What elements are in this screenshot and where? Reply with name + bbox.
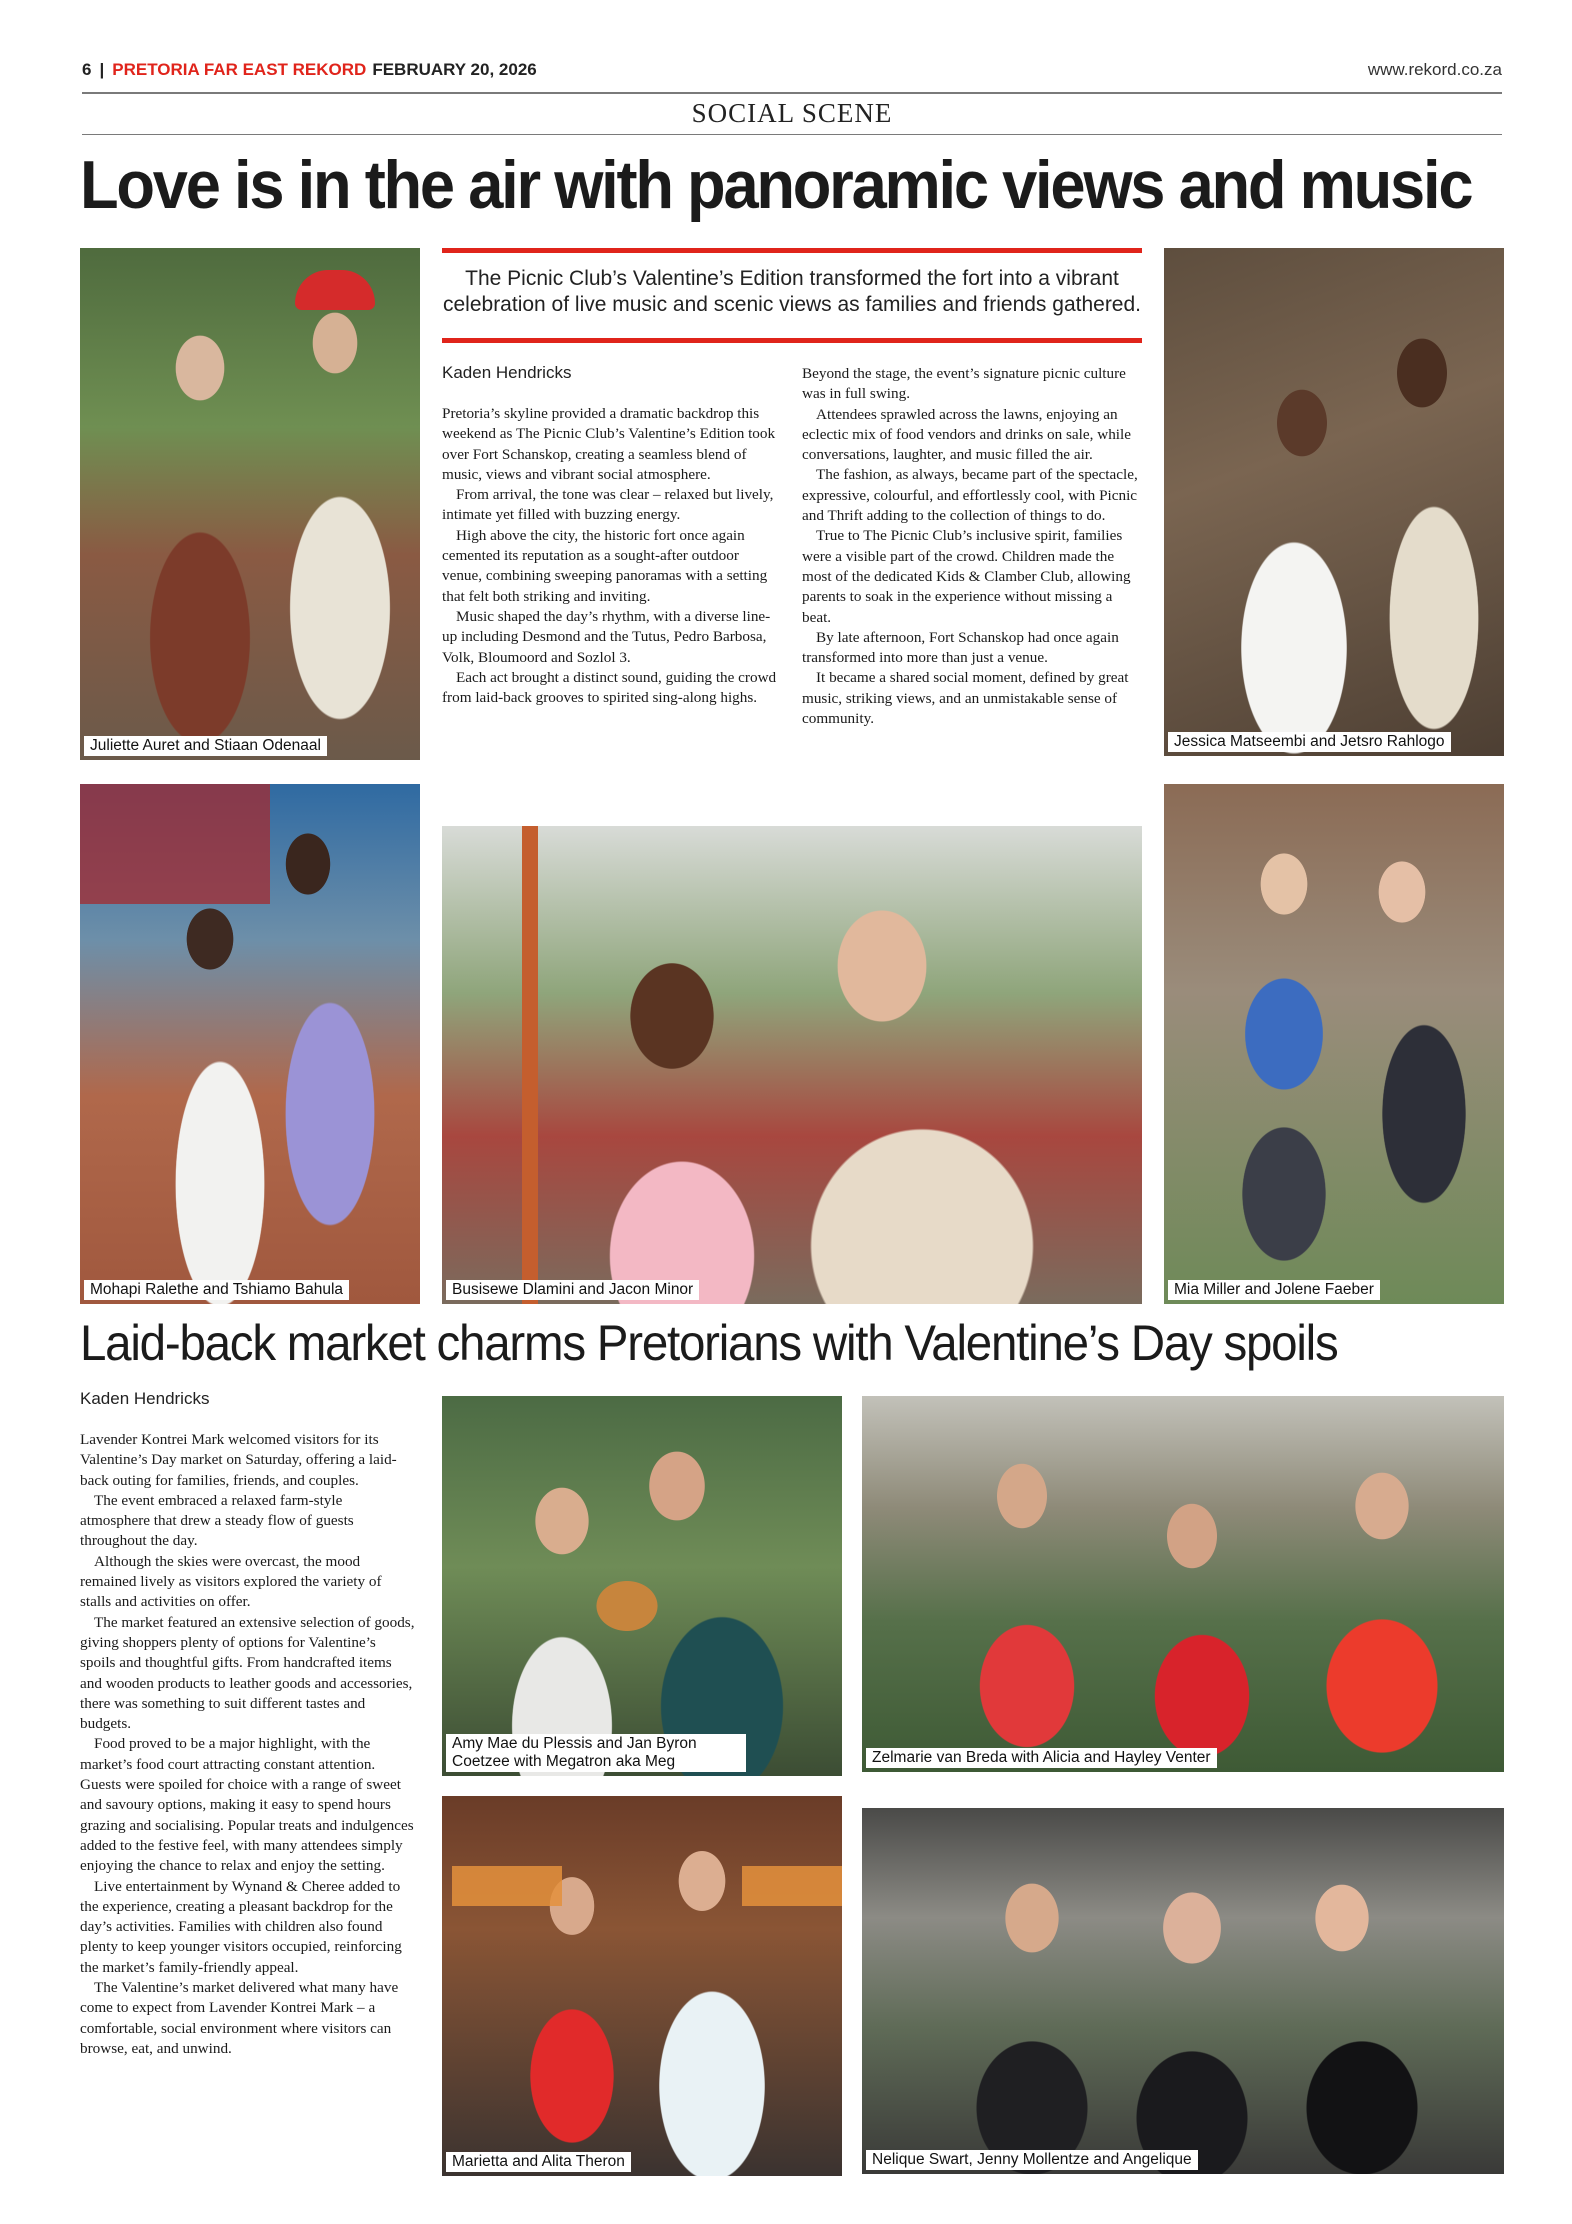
photo-busisewe-jacon — [442, 826, 1142, 1304]
paragraph: By late afternoon, Fort Schanskop had once again transformed into more than just a venue. — [802, 628, 1119, 667]
paragraph: Lavender Kontrei Mark welcomed visitors for its Valentine’s Day market on Saturday, offering a laid-back outing for families, friends, and couples. — [80, 1431, 397, 1489]
paragraph: True to The Picnic Club’s inclusive spirit, families were a visible part of the crowd. Children made the most of the dedicated Kids & Clamber Club, allowing parents to soak in the experience without missing a beat. — [802, 527, 1131, 626]
photo-juliette-stiaan — [80, 248, 420, 760]
photo-jessica-jetsro — [1164, 248, 1504, 756]
photo-caption: Juliette Auret and Stiaan Odenaal — [84, 736, 327, 756]
photo-caption: Nelique Swart, Jenny Mollentze and Angelique — [866, 2150, 1198, 2170]
paragraph: Food proved to be a major highlight, with the market’s food court attracting constant attention. Guests were spoiled for choice with a range of sweet and savoury options, making it easy to spend hours grazing and socialising. Popular treats and indulgences added to the festive feel, with many attendees simply enjoying the chance to relax and enjoy the setting. — [80, 1735, 414, 1875]
red-tent-shape — [80, 784, 270, 904]
paragraph: From arrival, the tone was clear – relaxed but lively, intimate yet filled with buzzing energy. — [442, 486, 774, 524]
story1-deck: The Picnic Club’s Valentine’s Edition transformed the fort into a vibrant celebration of live music and scenic views as families and friends gathered. — [442, 267, 1141, 316]
issue-date: FEBRUARY 20, 2026 — [372, 60, 537, 79]
folio — [82, 60, 1502, 84]
photo-caption: Jessica Matseembi and Jetsro Rahlogo — [1168, 732, 1451, 752]
paragraph: Pretoria’s skyline provided a dramatic backdrop this weekend as The Picnic Club’s Valentine’s Edition took over Fort Schanskop, creating a seamless blend of music, views and vibrant social atmosphere. — [442, 405, 776, 483]
header-rule — [82, 92, 1502, 94]
story2-byline: Kaden Hendricks — [80, 1389, 210, 1408]
photo-caption: Zelmarie van Breda with Alicia and Hayley Venter — [866, 1748, 1217, 1768]
orange-pole-shape — [522, 826, 538, 1304]
paragraph: Music shaped the day’s rhythm, with a diverse line-up including Desmond and the Tutus, Pedro Barbosa, Volk, Bloumoord and Sozlol 3. — [442, 607, 771, 666]
photo-amy-jan-megatron — [442, 1396, 842, 1776]
story1-byline: Kaden Hendricks — [442, 363, 572, 382]
story2-column — [80, 1430, 415, 2059]
story1-headline: Love is in the air with panoramic views and music — [80, 147, 1472, 223]
paragraph: Although the skies were overcast, the mood remained lively as visitors explored the variety of stalls and activities on offer. — [80, 1552, 382, 1611]
website-url[interactable]: www.rekord.co.za — [1367, 60, 1502, 79]
paragraph: Each act brought a distinct sound, guiding the crowd from laid-back grooves to spirited sing-along highs. — [442, 668, 777, 707]
page-number: 6 — [82, 60, 92, 79]
paragraph: The fashion, as always, became part of the spectacle, expressive, colourful, and effortlessly cool, with Picnic and Thrift adding to the collection of things to do. — [802, 466, 1138, 525]
red-hat-shape — [295, 270, 375, 310]
paragraph: High above the city, the historic fort once again cemented its reputation as a sought-after outdoor venue, combining sweeping panoramas with a setting that felt both striking and inviting. — [442, 526, 768, 605]
photo-mia-jolene — [1164, 784, 1504, 1304]
paragraph: It became a shared social moment, defined by great music, striking views, and an unmistakable sense of community. — [802, 669, 1129, 728]
deck-rule-bottom — [442, 338, 1142, 343]
paragraph: The event embraced a relaxed farm-style atmosphere that drew a steady flow of guests throughout the day. — [80, 1491, 354, 1550]
photo-nelique-jenny-angelique — [862, 1808, 1504, 2174]
section-rule — [82, 134, 1502, 135]
paragraph: Attendees sprawled across the lawns, enjoying an eclectic mix of food vendors and drinks on sale, while conversations, laughter, and music filled the air. — [802, 405, 1131, 464]
photo-marietta-alita — [442, 1796, 842, 2176]
shop-sign-shape — [742, 1866, 842, 1906]
paragraph: The market featured an extensive selection of goods, giving shoppers plenty of options for Valentine’s spoils and thoughtful gifts. From handcrafted items and wooden products to leather goods and accessories, there was something to suit different tastes and budgets. — [80, 1613, 415, 1733]
folio-separator: | — [99, 60, 105, 79]
deck-rule-top — [442, 248, 1142, 253]
photo-mohapi-tshiamo — [80, 784, 420, 1304]
story1-column-2 — [802, 364, 1142, 729]
story2-headline: Laid-back market charms Pretorians with Valentine’s Day spoils — [80, 1315, 1338, 1371]
paper-name: PRETORIA FAR EAST REKORD — [112, 60, 367, 79]
story1-column-1 — [442, 404, 778, 708]
section-title: SOCIAL SCENE — [691, 98, 893, 128]
paragraph: The Valentine’s market delivered what many have come to expect from Lavender Kontrei Mark – a comfortable, social environment where visitors can browse, eat, and unwind. — [80, 1979, 399, 2057]
photo-caption: Mohapi Ralethe and Tshiamo Bahula — [84, 1280, 349, 1300]
shop-sign-shape — [452, 1866, 562, 1906]
photo-caption: Marietta and Alita Theron — [446, 2152, 631, 2172]
paragraph: Live entertainment by Wynand & Cheree added to the experience, creating a pleasant backdrop for the day’s activities. Families with children also found plenty to keep younger visitors occupied, reinforcing the market’s family-friendly appeal. — [80, 1877, 402, 1976]
photo-caption: Amy Mae du Plessis and Jan Byron Coetzee with Megatron aka Meg — [446, 1734, 746, 1772]
paragraph: Beyond the stage, the event’s signature picnic culture was in full swing. — [802, 365, 1126, 403]
photo-zelmarie-alicia-hayley — [862, 1396, 1504, 1772]
photo-caption: Mia Miller and Jolene Faeber — [1168, 1280, 1380, 1300]
photo-caption: Busisewe Dlamini and Jacon Minor — [446, 1280, 699, 1300]
